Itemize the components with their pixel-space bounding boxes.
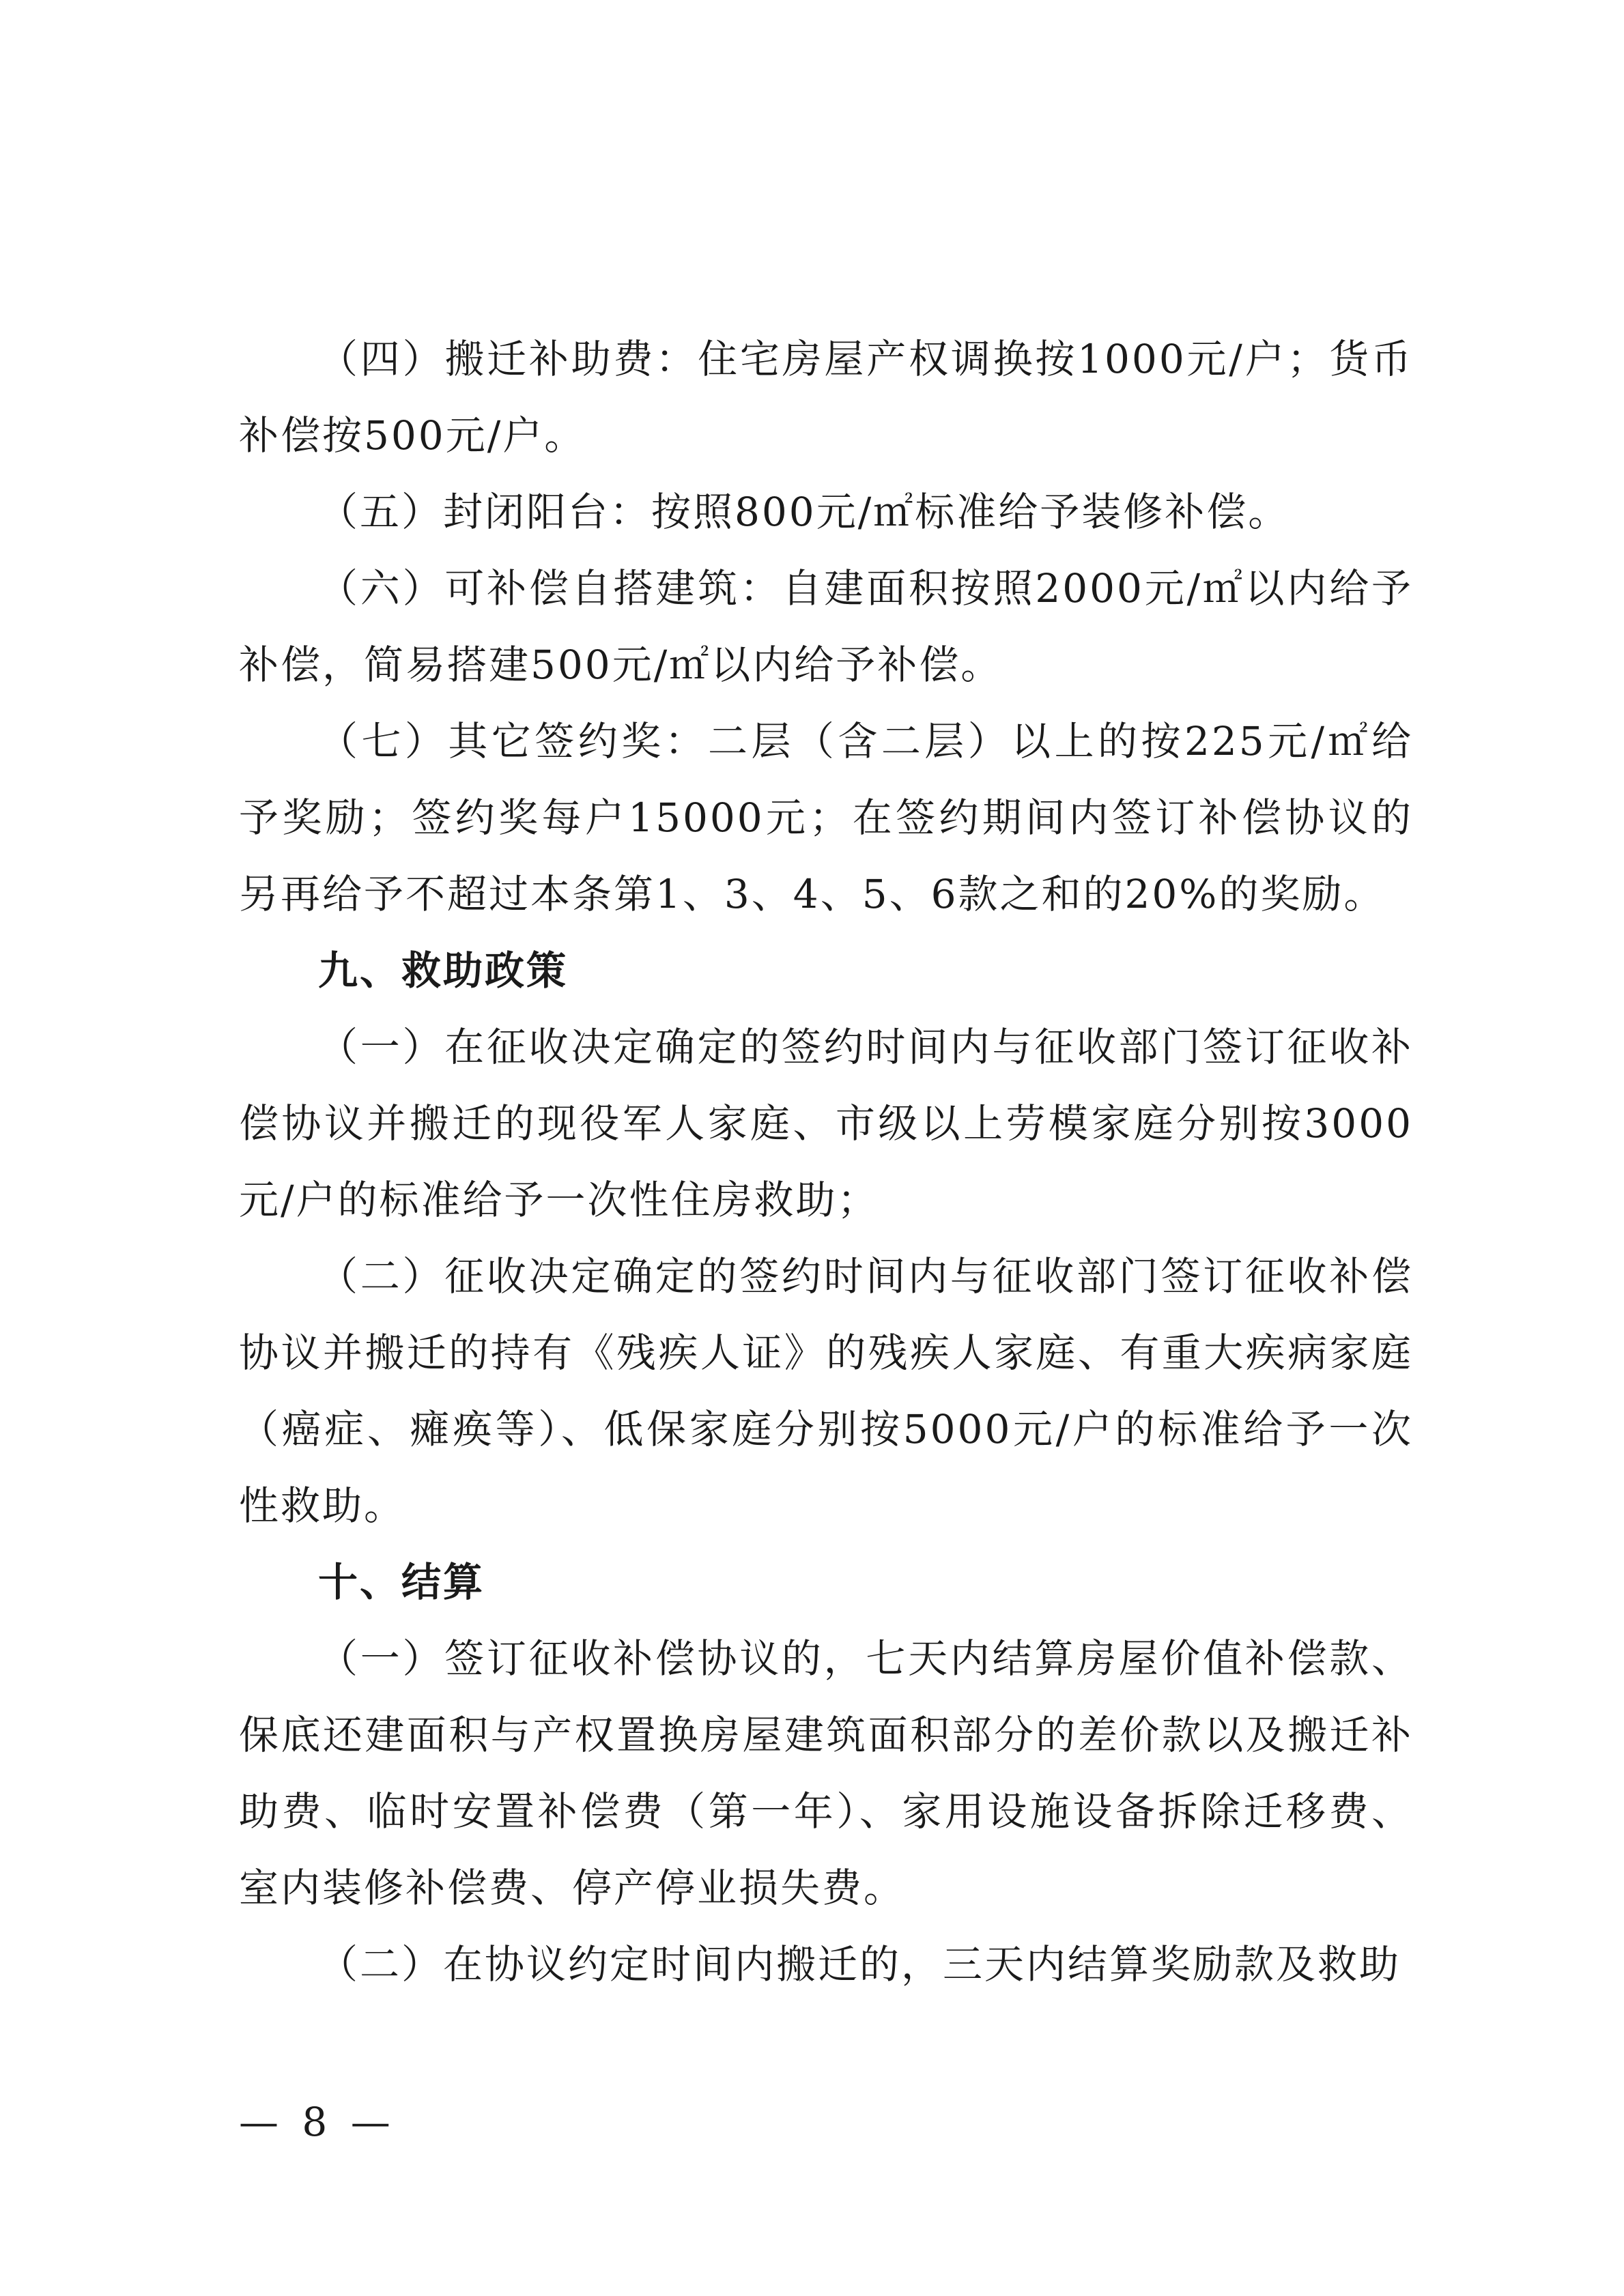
paragraph-signing-reward: （七）其它签约奖：二层（含二层）以上的按225元/㎡给予奖励；签约奖每户15000元；在签约期间内签订补偿协议的另再给予不超过本条第1、3、4、5、6款之和的20%的奖励。	[239, 718, 1413, 917]
document-body	[239, 321, 1413, 2003]
paragraph-self-built-structures: （六）可补偿自搭建筑：自建面积按照2000元/㎡以内给予补偿，简易搭建500元/㎡以内给予补偿。	[239, 565, 1413, 688]
paragraph-assistance-military-families: （一）在征收决定确定的签约时间内与征收部门签订征收补偿协议并搬迁的现役军人家庭、市级以上劳模家庭分别按3000元/户的标准给予一次性住房救助；	[239, 1024, 1413, 1223]
section-heading-assistance-policy: 九、救助政策	[318, 947, 569, 994]
paragraph-enclosed-balcony: （五）封闭阳台：按照800元/㎡标准给予装修补偿。	[318, 489, 1290, 535]
paragraph-settlement-seven-days: （一）签订征收补偿协议的，七天内结算房屋价值补偿款、保底还建面积与产权置换房屋建筑面积部分的差价款以及搬迁补助费、临时安置补偿费（第一年）、家用设施设备拆除迁移费、室内装修补偿费、停产停业损失费。	[239, 1635, 1413, 1911]
section-heading-settlement: 十、结算	[318, 1559, 485, 1605]
page-number: — 8 —	[239, 2099, 396, 2145]
paragraph-relocation-subsidy: （四）搬迁补助费：住宅房屋产权调换按1000元/户；货币补偿按500元/户。	[239, 336, 1413, 459]
paragraph-assistance-disabled-families: （二）征收决定确定的签约时间内与征收部门签订征收补偿协议并搬迁的持有《残疾人证》的残疾人家庭、有重大疾病家庭（癌症、瘫痪等）、低保家庭分别按5000元/户的标准给予一次性救助。	[239, 1253, 1413, 1529]
paragraph-settlement-three-days: （二）在协议约定时间内搬迁的，三天内结算奖励款及救助	[318, 1941, 1401, 1988]
